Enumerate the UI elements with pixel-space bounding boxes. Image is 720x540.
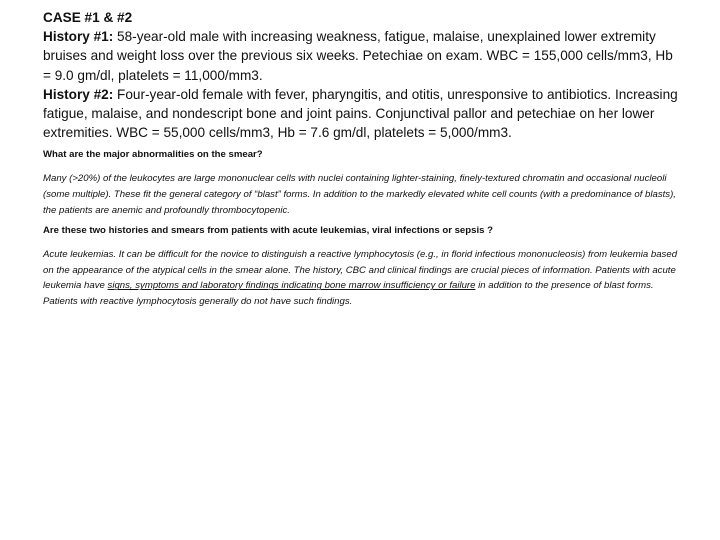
answer-2 — [43, 247, 683, 309]
history-1 — [43, 27, 683, 85]
answer-2-part-1: Acute leukemias. It can be difficult for the novice to distinguish a reactive lymphocytosis (e.g., in florid infectious mononucleosis) from leukemia based on the appearance of the atypical cells in the smear alone. The history, CBC and clinical findings are crucial pieces of information. Patients with acute leukemia have — [43, 249, 678, 292]
case-header: CASE #1 & #2 — [43, 10, 133, 25]
qa-section-1 — [43, 148, 683, 218]
history-1-text: 58-year-old male with increasing weakness, fatigue, malaise, unexplained lower extremity bruises and weight loss over the previous six weeks. Petechiae on exam. WBC = 155,000 cells/mm3, Hb = 9.0 gm/dl, platelets = 11,000/mm3. — [43, 29, 673, 83]
history-1-label: History #1: — [43, 29, 114, 45]
answer-2-underlined: signs, symptoms and laboratory findings indicating bone marrow insufficiency or failure — [107, 280, 476, 292]
qa-section-2 — [43, 224, 683, 309]
case-description — [43, 8, 683, 142]
document-content — [43, 8, 683, 314]
history-2-label: History #2: — [43, 86, 114, 102]
history-2-text: Four-year-old female with fever, pharyngitis, and otitis, unresponsive to antibiotics. Increasing fatigue, malaise, and nondescript bone and joint pains. Conjunctival pallor and petechiae on her lower extremities. WBC = 55,000 cells/mm3, Hb = 7.6 gm/dl, platelets = 5,000/mm3. — [43, 86, 678, 141]
history-2 — [43, 85, 683, 143]
question-1: What are the major abnormalities on the smear? — [43, 149, 263, 161]
answer-1: Many (>20%) of the leukocytes are large mononuclear cells with nuclei containing lighter-staining, finely-textured chromatin and occasional nucleoli (some multiple). These fit the general category of “blast” forms. In addition to the markedly elevated white cell counts (with a predominance of blasts), the patients are anemic and profoundly thrombocytopenic. — [43, 173, 676, 216]
answer-2-part-2: in addition to the presence of blast forms. Patients with reactive lymphocytosis generally do not have such findings. — [43, 280, 654, 307]
question-2: Are these two histories and smears from patients with acute leukemias, viral infections or sepsis ? — [43, 225, 493, 237]
